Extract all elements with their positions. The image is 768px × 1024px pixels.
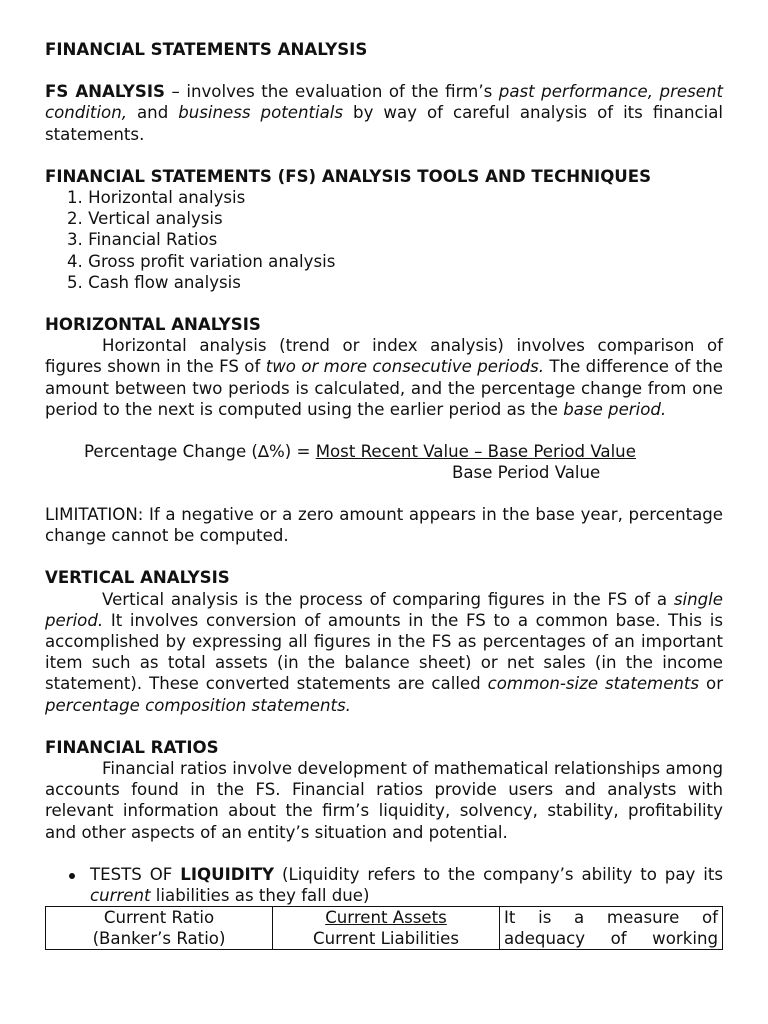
list-item: 2. Vertical analysis	[67, 209, 223, 229]
horizontal-analysis-heading: HORIZONTAL ANALYSIS	[45, 315, 261, 335]
ratio-table	[45, 906, 723, 950]
tests-list	[45, 864, 723, 906]
ratio-formula-cell: Current Assets Current Liabilities	[273, 907, 500, 950]
list-item: 5. Cash flow analysis	[67, 272, 241, 292]
list-item: 4. Gross profit variation analysis	[67, 251, 336, 271]
financial-ratios-body: Financial ratios involve development of mathematical relationships among accounts found in the FS. Financial ratios provide users and analysts with relevant information about the firm’s liquidity, solvency, stability, profitability and other aspects of an entity’s situation and potential.	[45, 759, 723, 842]
vertical-analysis-body: Vertical analysis is the process of comparing figures in the FS of a single period. It involves conversion of amounts in the FS to a common base. This is accomplished by expressing all figures in the FS as percentages of an important item such as total assets (in the balance sheet) or net sales (in the income statement). These converted statements are called common-size statements or percentage composition statements.	[45, 589, 724, 715]
bullet-icon	[69, 873, 75, 879]
list-item: TESTS OF LIQUIDITY (Liquidity refers to the company’s ability to pay its current liabilities as they fall due)	[45, 864, 723, 906]
ratio-name-cell: Current Ratio (Banker’s Ratio)	[46, 907, 273, 950]
tools-heading: FINANCIAL STATEMENTS (FS) ANALYSIS TOOLS AND TECHNIQUES	[45, 166, 652, 186]
formula-denominator: Base Period Value	[452, 463, 601, 483]
financial-ratios-heading: FINANCIAL RATIOS	[45, 737, 219, 757]
formula-label: Percentage Change (∆%) =	[84, 442, 316, 462]
fs-analysis-definition: FS ANALYSIS – involves the evaluation of the firm’s past performance, present condition, and business potentials by way of careful analysis of its financial statements.	[45, 82, 724, 144]
tools-list	[45, 187, 723, 293]
ratio-description-cell: It is a measure of adequacy of working	[500, 907, 723, 950]
document-body	[45, 39, 723, 950]
percentage-change-formula	[45, 441, 723, 483]
list-item: 3. Financial Ratios	[67, 230, 218, 250]
formula-numerator: Most Recent Value – Base Period Value	[315, 442, 636, 462]
vertical-analysis-heading: VERTICAL ANALYSIS	[45, 568, 230, 588]
fs-analysis-term: FS ANALYSIS	[45, 82, 165, 102]
table-row	[46, 907, 723, 950]
document-title: FINANCIAL STATEMENTS ANALYSIS	[45, 40, 368, 59]
limitation-note: LIMITATION: If a negative or a zero amount appears in the base year, percentage change cannot be computed.	[45, 505, 723, 546]
list-item: 1. Horizontal analysis	[67, 188, 246, 208]
horizontal-analysis-body: Horizontal analysis (trend or index analysis) involves comparison of figures shown in the FS of two or more consecutive periods. The difference of the amount between two periods is calculated, and the percentage change from one period to the next is computed using the earlier period as the base period.	[45, 336, 723, 419]
